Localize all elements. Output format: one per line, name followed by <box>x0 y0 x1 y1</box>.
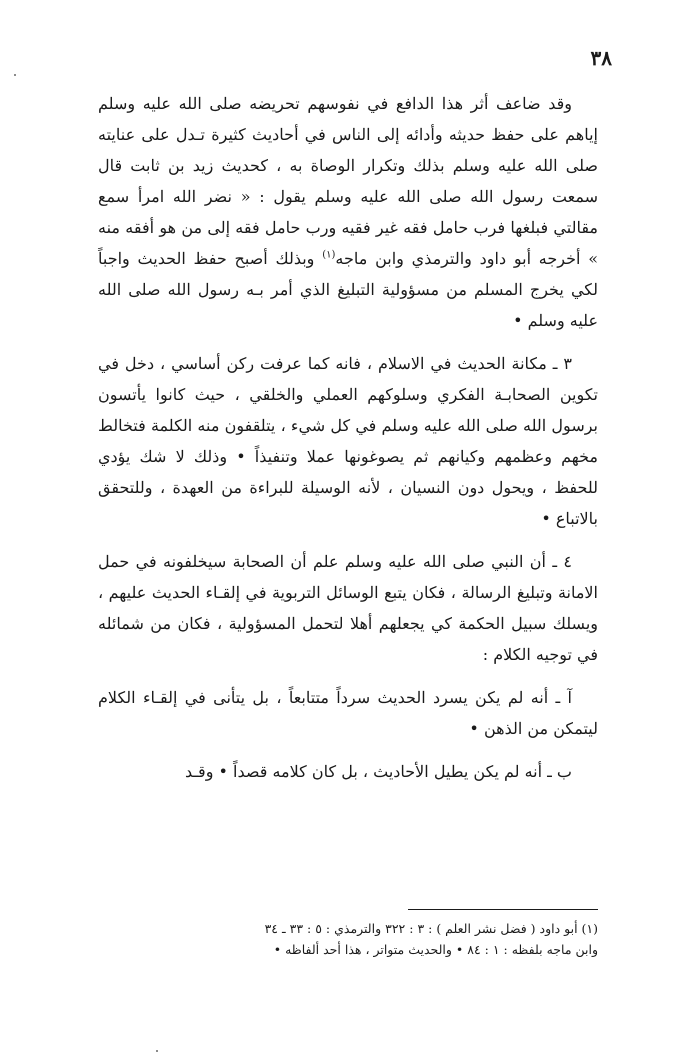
footnote-divider <box>408 909 598 910</box>
paragraph-point-3: ٣ ـ مكانة الحديث في الاسلام ، فانه كما عرفت ركن أساسي ، دخل في تكوين الصحابـة الفكري وسلوكهم العملي والخلقي ، حيث كانوا يأتسون برسول الله صلى الله عليه وسلم في كل شيء ، يتلقفون منه الكلمة فتخالط مخهم وعظمهم وكيانهم ثم يصوغونها عملا وتنفيذاً • وذلك لا شك يؤدي للحفظ ، ويحول دون النسيان ، لأنه الوسيلة للبراءة من العهدة ، وللتحقق بالاتباع • <box>98 354 598 528</box>
paragraph-subpoint-b: ب ـ أنه لم يكن يطيل الأحاديث ، بل كان كلامه قصداً • وقـد <box>184 762 572 781</box>
page-number: ٣٨ <box>590 46 612 70</box>
main-text <box>98 88 598 799</box>
paragraph-1-tail: وبذلك أصبح حفظ الحديث واجباً لكي يخرج المسلم من مسؤولية التبليغ الذي أمر بـه رسول الله صلى الله عليه وسلم • <box>98 249 598 330</box>
footnotes <box>98 918 598 960</box>
paragraph-1-text: وقد ضاعف أثر هذا الدافع في نفوسهم تحريضه صلى الله عليه وسلم إياهم على حفظ حديثه وأدائه إلى الناس في أحاديث كثيرة تـدل على عنايته صلى الله عليه وسلم بذلك وتكرار الوصاة به ، كحديث زيد بن ثابت قال سمعت رسول الله صلى الله عليه وسلم يقول : « نضر الله امرأ سمع مقالتي فبلغها فرب حامل فقه غير فقيه ورب حامل فقه إلى من هو أفقه منه » أخرجه أبو داود والترمذي وابن ماجه <box>98 94 599 268</box>
paragraph-subpoint-a: آ ـ أنه لم يكن يسرد الحديث سرداً متتابعاً ، بل يتأنى في إلقـاء الكلام ليتمكن من الذهن • <box>98 688 598 738</box>
scan-speck <box>14 74 16 76</box>
footnote-line-2: وابن ماجه بلفظه : ١ : ٨٤ • والحديث متواتر ، هذا أحد ألفاظه • <box>273 942 598 957</box>
footnote-line-1: (١) أبو داود ( فضل نشر العلم ) : ٣ : ٣٢٢ والترمذي : ٥ : ٣٣ ـ ٣٤ <box>264 921 598 936</box>
footnote-marker[interactable]: (١) <box>322 249 336 261</box>
paragraph-point-4: ٤ ـ أن النبي صلى الله عليه وسلم علم أن الصحابة سيخلفونه في حمل الامانة وتبليغ الرسالة ، فكان يتبع الوسائل التربوية في إلقـاء الحديث عليهم ، ويسلك سبيل الحكمة كي يجعلهم أهلا لتحمل المسؤولية ، فكان من شمائله في توجيه الكلام : <box>98 552 598 664</box>
scan-speck <box>156 1050 158 1052</box>
paragraph-1 <box>98 88 598 336</box>
